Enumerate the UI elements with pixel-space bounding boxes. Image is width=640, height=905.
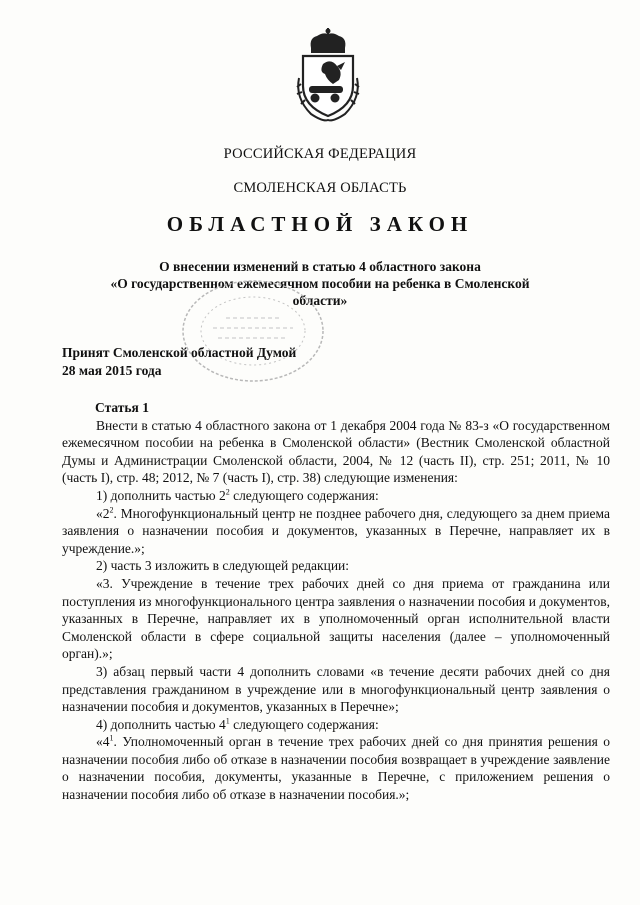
item-text: 1) дополнить частью 2 xyxy=(96,487,226,503)
superscript: 2 xyxy=(225,487,230,497)
amendment-item-2: 2) часть 3 изложить в следующей редакции: xyxy=(96,558,350,574)
adoption-date: 28 мая 2015 года xyxy=(62,363,162,378)
amendment-quote-4 xyxy=(62,733,610,803)
region-name: СМОЛЕНСКАЯ ОБЛАСТЬ xyxy=(233,180,407,196)
item-text: следующего содержания: xyxy=(229,487,379,503)
article-intro: Внести в статью 4 областного закона от 1 декабря 2004 года № 83-з «О государственном ежемесячном пособии на ребенка в Смоленской области» (Вестник Смоленской областной Думы и Администрации Смоленской области, 2004, № 12 (часть II), стр. 251; 2011, № 10 (часть I), стр. 48; 2012, № 7 (часть I), стр. 38) следующие изменения: xyxy=(62,417,610,486)
subtitle-line: «О государственном ежемесячном пособии на ребенка в Смоленской xyxy=(110,276,530,291)
article-body xyxy=(62,399,610,804)
amendment-item-1 xyxy=(62,487,610,505)
quote-text: . Многофункциональный центр не позднее рабочего дня, следующего за днем приема заявления о назначении пособия и документов, указанных в Перечне, направляет их в учреждение.»; xyxy=(62,505,610,556)
crown-icon xyxy=(311,28,346,53)
superscript: 1 xyxy=(225,716,230,726)
amendment-item-3: 3) абзац первый части 4 дополнить словами «в течение десяти рабочих дней со дня представления гражданином в учреждение или в многофункциональный центр заявления о назначении пособия и документов, указанных в Перечне»; xyxy=(62,663,610,715)
amendment-item-4 xyxy=(62,716,610,734)
item-text: 4) дополнить частью 4 xyxy=(96,716,226,732)
superscript: 2 xyxy=(109,505,114,515)
quote-text: . Уполномоченный орган в течение трех рабочих дней со дня принятия решения о назначении пособия либо об отказе в назначении пособия возвращает в учреждение заявление о назначении пособия, документы, указанные в Перечне, с приложением решения о назначении пособия либо об отказе в назначении пособия.»; xyxy=(62,734,610,803)
adoption-info xyxy=(62,344,296,380)
subtitle-line: О внесении изменений в статью 4 областного закона xyxy=(159,259,481,274)
document-type-title: ОБЛАСТНОЙ ЗАКОН xyxy=(166,212,474,236)
article-heading: Статья 1 xyxy=(95,400,149,415)
adopted-by: Принят Смоленской областной Думой xyxy=(62,345,297,360)
subtitle-line: области» xyxy=(292,293,348,308)
country-name: РОССИЙСКАЯ ФЕДЕРАЦИЯ xyxy=(223,146,417,162)
amendment-quote-2: «3. Учреждение в течение трех рабочих дней со дня приема от гражданина или поступления из многофункционального центра заявления о назначении пособия и документов, указанных в Перечне, направляет их в уполномоченный орган исполнительной власти Смоленской области в сфере социальной защиты населения (далее – уполномоченный орган).»; xyxy=(62,575,610,662)
quote-text: «2 xyxy=(96,505,110,521)
quote-text: «4 xyxy=(96,734,110,750)
coat-of-arms-icon xyxy=(293,28,363,124)
amendment-quote-1 xyxy=(62,505,610,558)
superscript: 1 xyxy=(109,733,114,743)
item-text: следующего содержания: xyxy=(229,716,379,732)
